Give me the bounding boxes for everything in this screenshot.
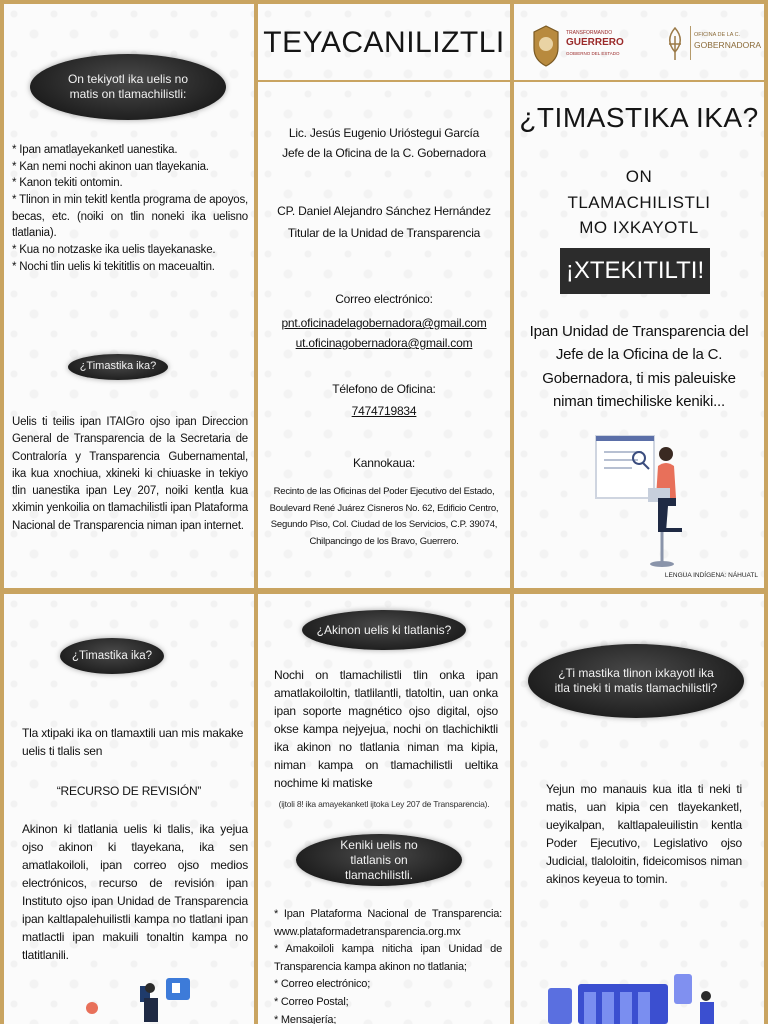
- email-label: Correo electrónico:: [335, 292, 433, 306]
- banner: [560, 248, 710, 294]
- panel-directory: [258, 4, 510, 588]
- cover-title: ¿TIMASTIKA IKA?: [519, 102, 759, 133]
- address: Recinto de las Oficinas del Poder Ejecutivo del Estado, Boulevard René Juárez Cisneros No. 62, Edificio Centro, Segundo Piso, Col. Ciudad de los Servicios, C.P. 39074, Chilpancingo de los Bravo, Guerrero.: [269, 486, 499, 547]
- intro-paragraph: Ipan Unidad de Transparencia del Jefe de la Oficina de la C. Gobernadora, ti mis paleuiske niman timechiliske keniki...: [529, 323, 749, 410]
- paragraph: Uelis ti teilis ipan ITAIGro ojso ipan Direccion General de Transparencia de la Secretaria de Contraloría y Transparencia Gubernamental, ika kua xnochiua, xkineki ki chiuaske in tekiyo tlin uanestika ipan Ley 207, noiki kentla kua xkimin yenkoilia on tlamachilistli ipan Plataforma Nacional de Transparencia niman ipan internet.: [12, 416, 248, 532]
- question-oval-small: [68, 354, 168, 380]
- panel-review-appeal: [4, 594, 254, 1024]
- how-to-request-oval: [296, 834, 462, 886]
- official-name: Lic. Jesús Eugenio Urióstegui García: [288, 126, 480, 140]
- logo-sub-text: GOBIERNO DEL ESTADO: [566, 51, 620, 56]
- list-item: * Mensajería;: [274, 1013, 337, 1024]
- paragraph: Akinon ki tlatlania uelis ki tlalis, ika yejua ojso akinon ki tlayekana, ika sen amatlakoiloli, ipan correo ojso medios electrónicos, recurso de revisión ipan Instituto ojso ipan Unidad de Transparencia ipan kaltlapalehuilistli kampa no tlatlani ipan matlactli ipan makuili tonaltin kampa no tlatitlanili.: [22, 822, 248, 962]
- official-role: Titular de la Unidad de Transparencia: [287, 226, 481, 240]
- ornament-icon: [664, 26, 686, 62]
- logo-small-text: OFICINA DE LA C.: [694, 32, 741, 38]
- oval-text: ¿Timastika ika?: [79, 360, 157, 373]
- question-oval: [30, 54, 226, 120]
- oval-text: ¿Ti mastika tlinon ixkayotl ika itla tineki ti matis tlamachilistli?: [554, 666, 718, 695]
- bullet-list: [12, 142, 248, 275]
- guerrero-logo: [530, 24, 630, 68]
- list-item: * Amakoiloli kampa niticha ipan Unidad de Transparencia kampa akinon no tlatlania;: [274, 943, 502, 973]
- oval-text: ¿Akinon uelis ki tlatlanis?: [316, 622, 452, 637]
- phone-link[interactable]: 7474719834: [351, 404, 417, 418]
- panel-cover: [514, 4, 764, 588]
- oval-text: ¿Timastika ika?: [71, 649, 153, 662]
- email-link[interactable]: ut.oficinagobernadora@gmail.com: [295, 336, 473, 350]
- logo-main-text: GOBERNADORA: [694, 40, 762, 50]
- request-methods-list: [274, 906, 502, 1024]
- panel-what-info: [4, 4, 254, 588]
- address-label: Kannokaua:: [352, 456, 416, 470]
- paragraph: Tla xtipaki ika on tlamaxtili uan mis makake uelis ti tlalis sen: [22, 726, 244, 758]
- oval-text: On tekiyotl ika uelis no matis on tlamachilistli:: [67, 72, 189, 101]
- paragraph: Yejun mo manauis kua itla ti neki ti matis, uan kipia cen tlayekanketl, ueyikalpan, kaltlapaleuilistin kentla Poder Ejecutivo, Legislativo ojso Judicial, tlaloloitin, fideicomisos niman akinos keyeua to tomin.: [546, 782, 742, 886]
- list-item: * Correo electrónico;: [274, 978, 371, 991]
- banner-text: ¡XTEKITILTI!: [565, 257, 705, 284]
- question-oval: [528, 644, 744, 718]
- logo-main-text: GUERRERO: [566, 37, 624, 48]
- phone-label: Télefono de Oficina:: [332, 382, 436, 396]
- bullet-item: * Kanon tekiti ontomin.: [12, 177, 123, 190]
- governor-office-logo: [664, 26, 760, 66]
- paragraph: Nochi on tlamachilistli tlin onka ipan amatlakoiloltin, tlatlilantli, tlatoltin, uan onka ipan soporte magnético ojso digital, ojso okse kampa nejyejua, nochi on tlachichiktli ika akinon no tlatlania niman ma kipia, niman kampa on tlamachilistli ueltika nochime ki matiske: [274, 668, 498, 790]
- question-oval: [60, 638, 164, 674]
- people-illustration: [80, 978, 200, 1022]
- person-at-screen-illustration: [592, 432, 702, 572]
- bullet-item: * Kua no notzaske ika uelis tlayekanaske.: [12, 244, 216, 257]
- language-note: LENGUA INDÍGENA: NÁHUATL: [664, 572, 758, 579]
- bullet-item: * Tlinon in min tekitl kentla programa de apoyos, becas, etc. (noiki on tlin noneki ika uelisno tlatlania).: [12, 194, 248, 240]
- logo-small-text: TRANSFORMANDO: [566, 30, 613, 36]
- question-oval: [302, 610, 466, 650]
- bullet-item: * Kan nemi nochi akinon uan tlayekania.: [12, 160, 209, 173]
- list-item: * Ipan Plataforma Nacional de Transparencia: www.plataformadetransparencia.org.mx: [274, 908, 502, 938]
- law-note: (ijtoli 8! ika amayekanketl ijtoka Ley 207 de Transparencia).: [278, 799, 490, 809]
- panel-who-can-request: [258, 594, 510, 1024]
- bullet-item: * Ipan amatlayekanketl uanestika.: [12, 144, 178, 156]
- divider: [514, 80, 764, 82]
- oval-text: Keniki uelis no tlatlanis on tlamachilistli.: [340, 837, 418, 882]
- official-name: CP. Daniel Alejandro Sánchez Hernández: [277, 204, 491, 218]
- panel-obligated-subjects: [514, 594, 764, 1024]
- appeal-name: “RECURSO DE REVISIÓN”: [56, 784, 202, 798]
- list-item: * Correo Postal;: [274, 995, 349, 1008]
- panel-title: TEYACANILIZTLI: [263, 26, 505, 59]
- email-link[interactable]: pnt.oficinadelagobernadora@gmail.com: [281, 316, 487, 330]
- bullet-item: * Nochi tlin uelis ki tekititlis on maceualtin.: [12, 260, 215, 273]
- cover-subtitle: ON TLAMACHILISTLI MO IXKAYOTL: [567, 167, 711, 237]
- divider: [258, 80, 510, 82]
- official-role: Jefe de la Oficina de la C. Gobernadora: [282, 146, 486, 160]
- state-seal-icon: [530, 24, 562, 68]
- building-illustration: [544, 974, 724, 1024]
